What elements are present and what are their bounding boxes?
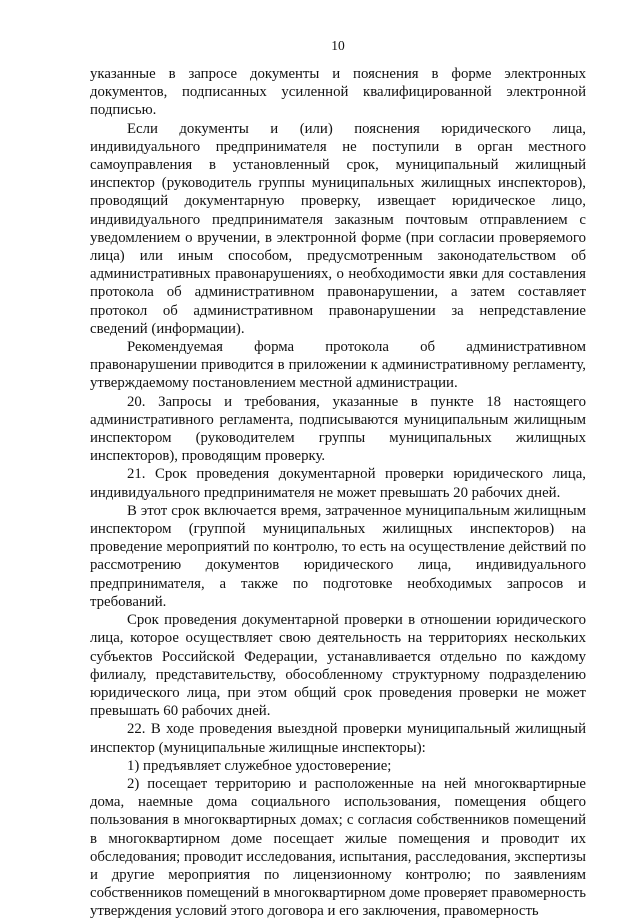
paragraph-time-included: В этот срок включается время, затраченное муниципальным жилищным инспектором (группой муниципальных жилищных инспекторов) на проведение мероприятий по контролю, то есть на осуществление действий по рассмотрению документов юридического лица, индивидуального предпринимателя, а также по подготовке необходимых запросов и требований. (90, 502, 586, 610)
page-number: 10 (331, 38, 345, 53)
document-body (90, 65, 586, 921)
paragraph-item-21: 21. Срок проведения документарной проверки юридического лица, индивидуального предпринимателя не может превышать 20 рабочих дней. (90, 466, 586, 501)
paragraph-subitem-2: 2) посещает территорию и расположенные на ней многоквартирные дома, наемные дома социального использования, помещения общего пользования в многоквартирных домах; с согласия собственников помещений в многоквартирном доме посещает жилые помещения и проводит их обследования; проводит исследования, испытания, расследования, экспертизы и другие мероприятия по лицензионному контролю; по заявлениям собственников помещений в многоквартирном доме проверяет правомерность утверждения условий этого договора и его заключения, правомерность (90, 775, 586, 920)
paragraph-continued: указанные в запросе документы и пояснения в форме электронных документов, подписанных усиленной квалифицированной электронной подписью. (90, 66, 586, 119)
paragraph-item-20: 20. Запросы и требования, указанные в пункте 18 настоящего административного регламента, подписываются муниципальным жилищным инспектором (руководителем группы муниципальных жилищных инспекторов), проводящим проверку. (90, 393, 586, 465)
paragraph-protocol-form: Рекомендуемая форма протокола об административном правонарушении приводится в приложении к административному регламенту, утверждаемому постановлением местной администрации. (90, 339, 586, 392)
paragraph-missing-documents: Если документы и (или) пояснения юридического лица, индивидуального предпринимателя не поступили в орган местного самоуправления в установленный срок, муниципальный жилищный инспектор (руководитель группы муниципальных жилищных инспекторов), проводящий документарную проверку, извещает юридическое лицо, индивидуального предпринимателя заказным почтовым отправлением с уведомлением о вручении, в электронной форме (при согласии проверяемого лица) или иным способом, предусмотренным законодательством об административных правонарушениях, о необходимости явки для составления протокола об административном правонарушении, а затем составляет протокол об административном правонарушении за непредставление сведений (информации). (90, 120, 586, 337)
paragraph-item-22: 22. В ходе проведения выездной проверки муниципальный жилищный инспектор (муниципальные жилищные инспекторы): (90, 721, 586, 756)
paragraph-subitem-1: 1) предъявляет служебное удостоверение; (127, 757, 392, 774)
paragraph-branches-term: Срок проведения документарной проверки в отношении юридического лица, которое осуществляет свою деятельность на территориях нескольких субъектов Российской Федерации, устанавливается отдельно по каждому филиалу, представительству, обособленному структурному подразделению юридического лица, при этом общий срок проведения проверки не может превышать 60 рабочих дней. (90, 612, 586, 720)
